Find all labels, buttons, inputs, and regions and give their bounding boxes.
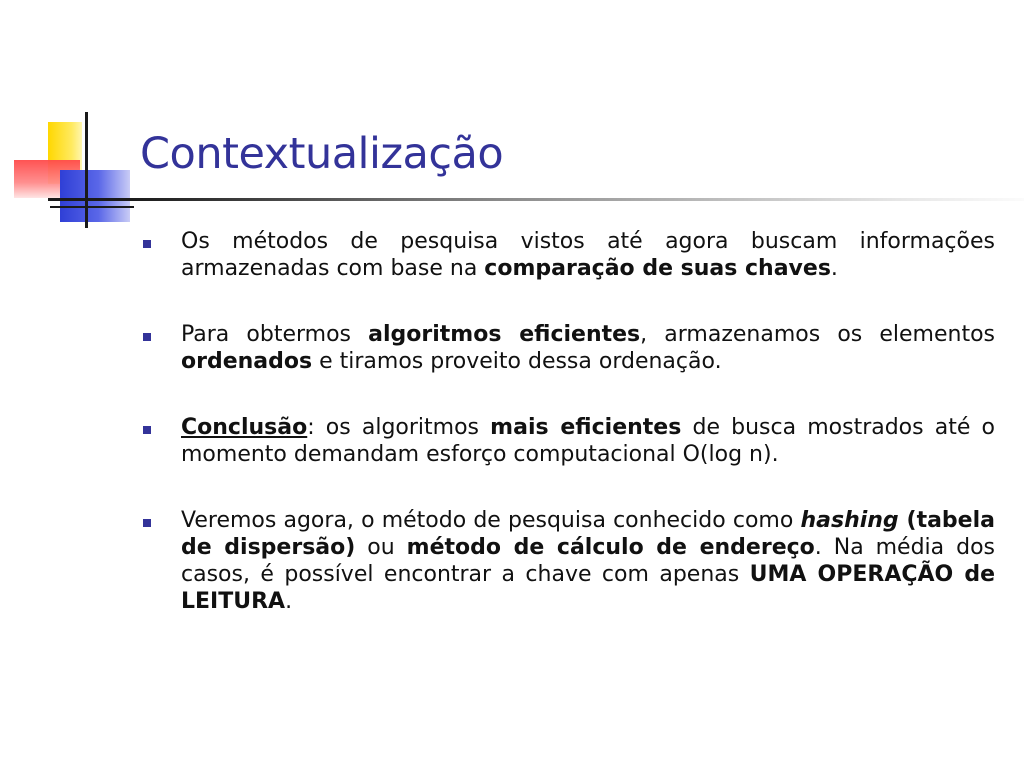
bullet-item: [143, 414, 995, 468]
square-bullet-icon: [143, 333, 151, 341]
bullet-text: ou: [355, 535, 407, 560]
bullet-emphasis: ordenados: [181, 349, 313, 374]
vertical-line-decoration: [85, 112, 88, 228]
square-bullet-icon: [143, 519, 151, 527]
bullet-list: [143, 228, 995, 654]
bullet-item: [143, 228, 995, 282]
bullet-emphasis: comparação de suas chaves: [484, 256, 831, 281]
slide-title: Contextualização: [140, 129, 504, 179]
bullet-text: : os algoritmos: [307, 415, 491, 440]
blue-square-decoration: [60, 170, 130, 222]
bullet-text: e tiramos proveito dessa ordenação.: [312, 349, 722, 374]
bullet-emphasis: método de cálculo de endereço: [406, 535, 815, 560]
bullet-emphasis: mais eficientes: [490, 415, 682, 440]
bullet-emphasis: hashing: [800, 508, 899, 533]
bullet-text: Veremos agora, o método de pesquisa conhecido como: [181, 508, 801, 533]
bullet-emphasis: algoritmos eficientes: [368, 322, 641, 347]
bullet-emphasis: Conclusão: [181, 415, 308, 440]
bullet-emphasis: UMA OPERAÇÃO de LEITURA: [181, 562, 995, 614]
short-line-decoration: [50, 206, 134, 208]
bullet-item: [143, 321, 995, 375]
bullet-text: .: [285, 589, 293, 614]
title-underline-decoration: [48, 198, 1024, 201]
bullet-text: , armazenamos os elementos: [640, 322, 996, 347]
bullet-item: [143, 507, 995, 615]
bullet-text: . Na média dos casos, é possível encontrar a chave com apenas: [181, 535, 996, 587]
bullet-text: Os métodos de pesquisa vistos até agora buscam informações armazenadas com base na: [181, 229, 995, 281]
bullet-text: .: [830, 256, 838, 281]
square-bullet-icon: [143, 426, 151, 434]
bullet-text: Para obtermos: [181, 322, 369, 347]
bullet-emphasis: (tabela de dispersão): [181, 508, 995, 560]
square-bullet-icon: [143, 240, 151, 248]
bullet-text: de busca mostrados até o momento demandam esforço computacional O(log n).: [181, 415, 995, 467]
